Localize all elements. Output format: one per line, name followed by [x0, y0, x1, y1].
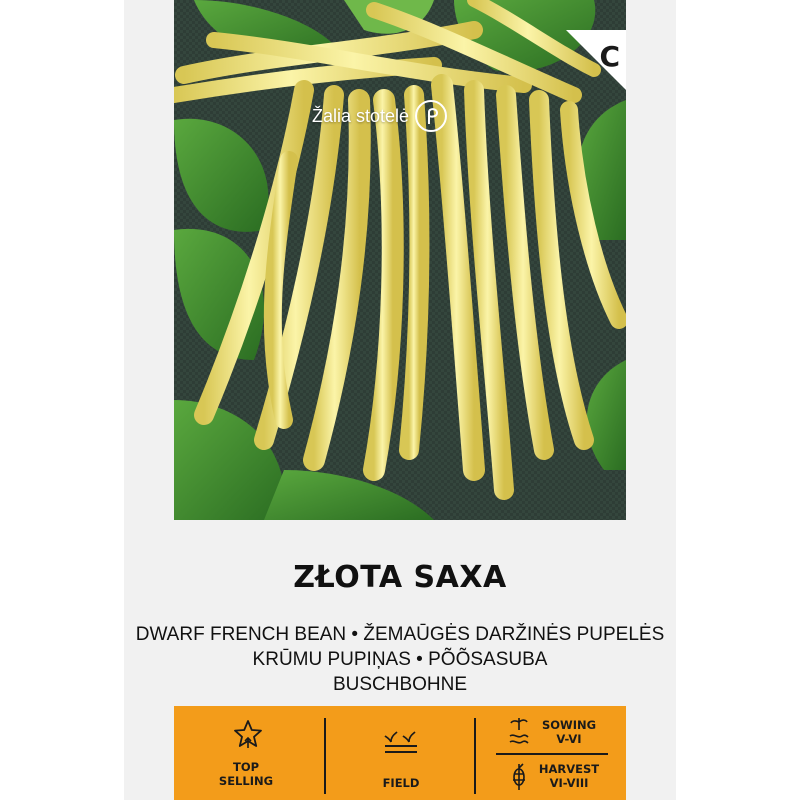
beans-illustration: [174, 0, 626, 520]
top-selling-line1: TOP: [232, 760, 260, 774]
product-subtitle: [124, 622, 676, 697]
field-icon: [381, 720, 421, 756]
top-selling-line2: SELLING: [218, 774, 274, 788]
product-title: ZŁOTA SAXA: [293, 560, 507, 595]
category-letter: C: [599, 40, 620, 73]
bar-divider: [324, 718, 326, 794]
harvest-months: VI-VIII: [549, 776, 589, 790]
bar-hdivider: [496, 753, 608, 755]
subtitle-line: KRŪMU PUPIŅAS • PÕÕSASUBA: [252, 649, 548, 670]
brand-logo-group: [312, 100, 447, 132]
category-badge: [566, 30, 626, 90]
info-bar: [174, 706, 626, 800]
harvest-label: HARVEST: [538, 762, 600, 776]
subtitle-line: BUSCHBOHNE: [332, 674, 468, 695]
field-section: [349, 706, 453, 800]
sowing-icon: [508, 714, 530, 746]
product-photo: [174, 0, 626, 520]
star-icon: [232, 718, 264, 750]
harvest-icon: [508, 760, 530, 792]
subtitle-line: DWARF FRENCH BEAN • ŽEMAŪGĖS DARŽINĖS PUPELĖS: [135, 624, 665, 645]
sowing-months: V-VI: [556, 732, 582, 746]
sowing-label: SOWING: [541, 718, 597, 732]
brand-name: Žalia stotelė: [312, 105, 410, 126]
top-selling-section: [194, 706, 298, 800]
bar-divider: [474, 718, 476, 794]
field-label: FIELD: [382, 776, 420, 790]
sprout-logo-icon: [415, 100, 447, 132]
